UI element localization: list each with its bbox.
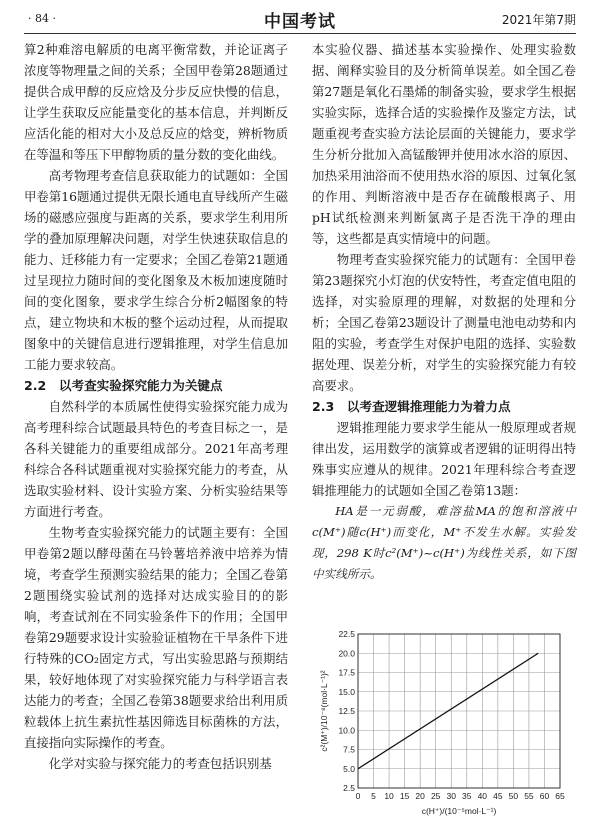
x-tick-label: 45 [493, 791, 503, 801]
y-tick-label: 7.5 [343, 744, 355, 755]
journal-title: 中国考试 [264, 12, 336, 32]
x-tick-label: 25 [430, 791, 441, 801]
problem-statement: HA是一元弱酸，难溶盐MA的饱和溶液中c(M⁺)随c(H⁺)而变化，M⁺不发生水解。实验发现，298 K时c²(M⁺)~c(H⁺)为线性关系，如下图中实线所示。 [312, 504, 576, 581]
paragraph: 自然科学的本质属性使得实验探究能力成为高考理科综合试题最具特色的考查目标之一，是各科关键能力的重要组成部分。2021年高考理科综合各科试题重视对实验探究能力的考查，从选取实验材料、设计实验方案、分析实验结果等方面进行考查。 [24, 399, 288, 519]
left-column [24, 39, 288, 774]
y-tick-label: 20.0 [338, 648, 355, 659]
page-number: · 84 · [28, 12, 56, 25]
x-tick-label: 20 [415, 791, 425, 801]
y-tick-label: 17.5 [338, 667, 355, 678]
y-tick-label: 2.5 [343, 783, 355, 793]
paragraph: 化学对实验与探究能力的考查包括识别基 [48, 756, 272, 771]
x-tick-label: 55 [524, 791, 534, 801]
chart [316, 626, 570, 818]
paragraph: 算2种难溶电解质的电离平衡常数，并论证离子浓度等物理量之间的关系；全国甲卷第28题通过提供合成甲醇的反应焓及分步反应快慢的信息，让学生获取反应能量变化的基本信息，并判断反应活化能的相对大小及总反应的焓变，辨析物质在等温和等压下甲醇物质的量分数的变化曲线。 [24, 42, 288, 162]
line-chart [316, 626, 570, 818]
section-heading: 2.2 以考查实验探究能力为关键点 [24, 378, 223, 393]
x-tick-label: 35 [462, 791, 472, 801]
paragraph: 物理考查实验探究能力的试题有：全国甲卷第23题探究小灯泡的伏安特性，考查定值电阻的选择，对实验原理的理解，对数据的处理和分析；全国乙卷第23题设计了测量电池电动势和内阻的实验，考查学生对保护电阻的选择、实验数据处理、误差分析，对学生的实验探究能力有较高要求。 [312, 252, 576, 393]
page-header [24, 4, 576, 32]
y-tick-label: 15.0 [338, 686, 355, 697]
x-tick-label: 0 [355, 791, 361, 801]
y-tick-label: 10.0 [338, 725, 355, 736]
paragraph: 生物考查实验探究能力的试题主要有：全国甲卷第2题以酵母菌在马铃薯培养液中培养为情境，考查学生预测实验结果的能力；全国乙卷第2题围绕实验试剂的选择对达成实验目的的影响，考查试剂在不同实验条件下的作用；全国甲卷第29题要求设计实验验证植物在干旱条件下进行特殊的CO₂固定方式，写出实验思路与预期结果，较好地体现了对实验探究能力与科学语言表达能力的考查；全国乙卷第38题要求给出利用质粒载体上抗生素抗性基因筛选目标菌株的方法，直接指向实际操作的考查。 [24, 525, 288, 750]
x-tick-label: 50 [508, 791, 519, 801]
y-tick-label: 5.0 [343, 763, 355, 774]
x-tick-label: 30 [446, 791, 456, 801]
paragraph: 高考物理考查信息获取能力的试题如：全国甲卷第16题通过提供无限长通电直导线所产生磁场的磁感应强度与距离的关系，要求学生利用所学的叠加原理解决问题，对学生快速获取信息的能力、迁移能力有一定要求；全国乙卷第21题通过呈现拉力随时间的变化图象及木板加速度随时间的变化图象，要求学生综合分析2幅图象的特点，建立物块和木板的整个运动过程，从而提取图象中的关键信息进行逻辑推理，对学生信息加工能力要求较高。 [24, 168, 288, 372]
paragraph: 本实验仪器、描述基本实验操作、处理实验数据、阐释实验目的及分析简单误差。如全国乙卷第27题是氧化石墨烯的制备实验，要求学生根据实验实际，选择合适的实验操作及鉴定方法，试题重视考查实验方法论层面的关键能力，要求学生分析分批加入高锰酸钾并使用冰水浴的原因、加热采用油浴而不使用热水浴的原因、过氧化氢的作用、判断溶液中是否存在硫酸根离子、用pH试纸检测来判断氯离子是否洗干净的理由等，这些都是真实情境中的问题。 [312, 42, 576, 246]
y-tick-label: 12.5 [338, 706, 355, 716]
x-tick-label: 65 [555, 791, 565, 801]
x-tick-label: 5 [371, 791, 376, 801]
paragraph: 逻辑推理能力要求学生能从一般原理或者规律出发，运用数学的演算或者逻辑的证明得出特殊事实应遵从的规律。2021年理科综合考查逻辑推理能力的试题如全国乙卷第13题： [312, 420, 576, 498]
y-axis-label: c²(M⁺)/10⁻⁸(mol·L⁻¹)² [319, 670, 329, 752]
x-tick-label: 40 [477, 791, 488, 801]
x-tick-label: 15 [399, 791, 410, 801]
right-column [312, 39, 576, 585]
y-tick-label: 22.5 [338, 629, 355, 639]
issue-label: 2021年第7期 [501, 13, 576, 27]
x-axis-label: c(H⁺)/(10⁻⁵mol·L⁻¹) [421, 806, 497, 816]
x-tick-label: 10 [384, 791, 394, 801]
x-tick-label: 60 [539, 791, 550, 801]
section-heading: 2.3 以考查逻辑推理能力为着力点 [312, 399, 511, 414]
header-divider [24, 33, 576, 34]
